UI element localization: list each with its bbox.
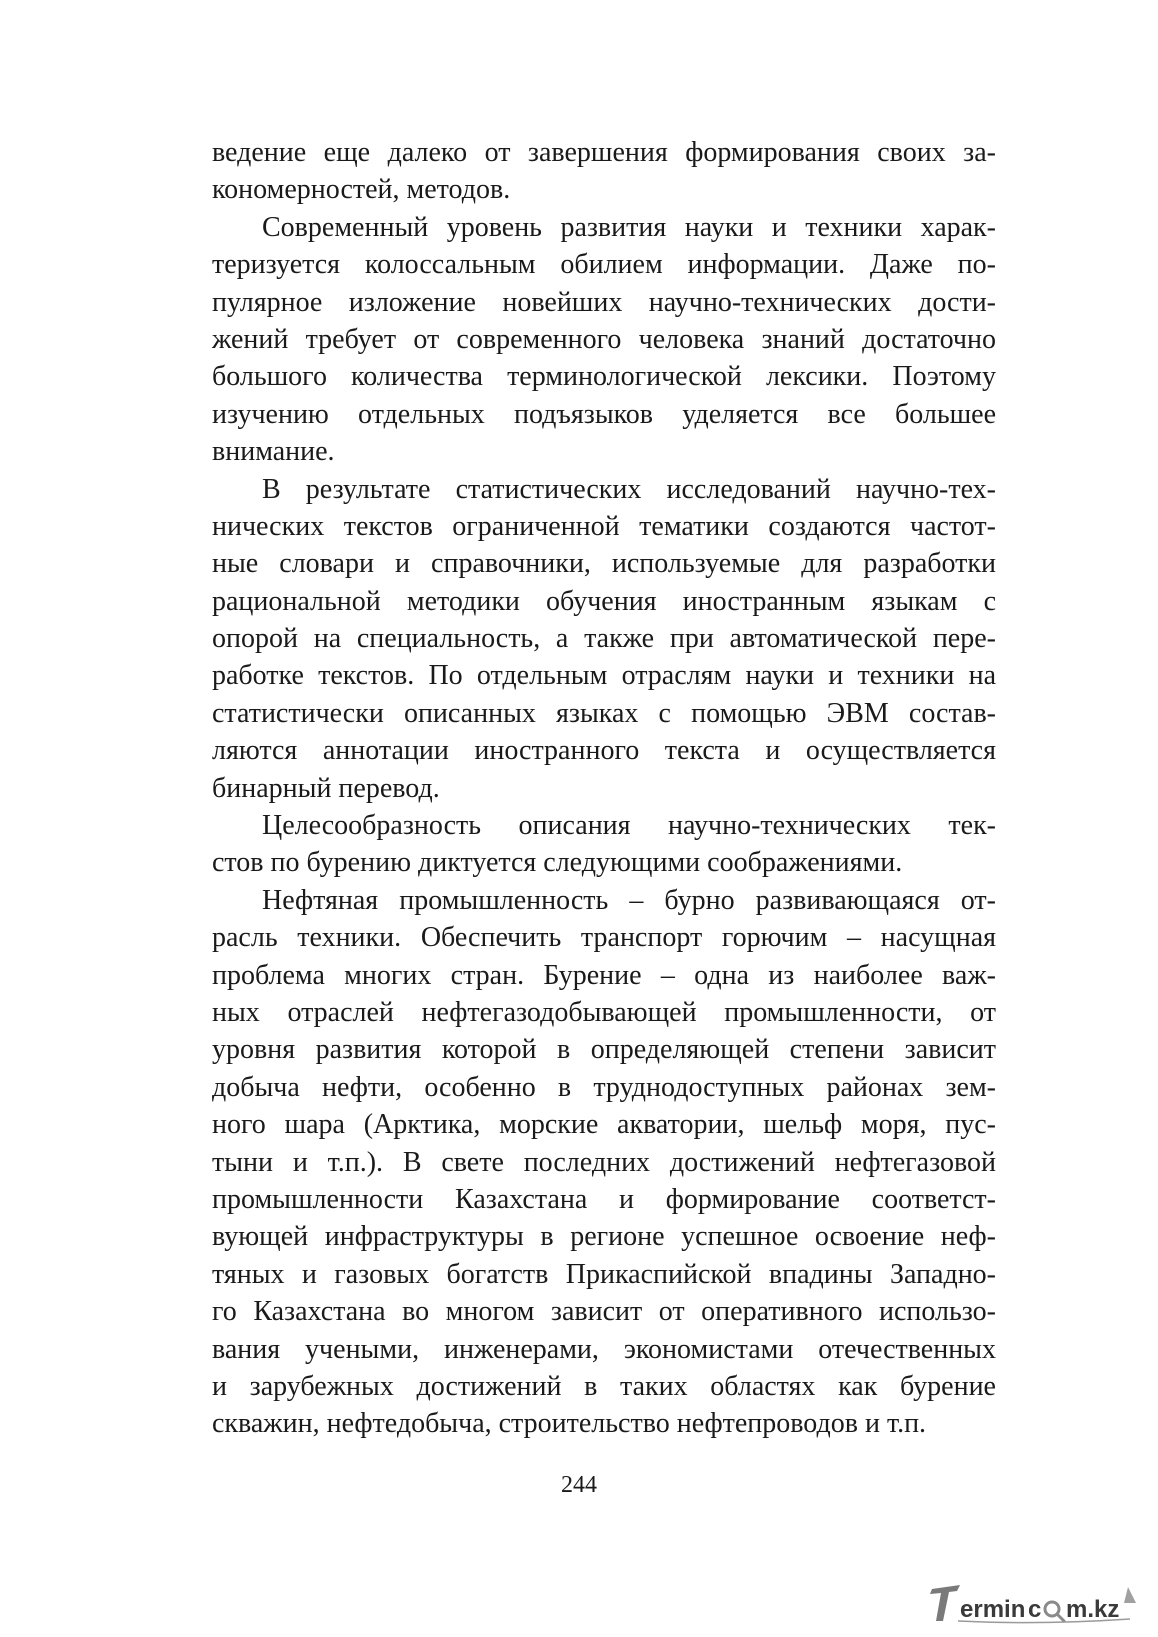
text-line: промышленности Казахстана и формирование соответст- [212, 1183, 996, 1215]
text-line: работке текстов. По отдельным отраслям науки и техники на [212, 660, 996, 692]
text-line: вания учеными, инженерами, экономистами отечественных [212, 1333, 996, 1365]
text-line: изучению отдельных подъязыков уделяется все большее [212, 398, 996, 430]
logo-text-1: ermin [960, 1596, 1026, 1623]
paragraph-1 [212, 134, 996, 209]
text-line: скважин, нефтедобыча, строительство нефтепроводов и т.п. [212, 1408, 927, 1440]
text-line: статистически описанных языках с помощью ЭВМ состав- [212, 697, 996, 729]
paragraph-2 [212, 209, 996, 471]
paragraph-4 [212, 807, 996, 882]
text-line: кономерностей, методов. [212, 174, 511, 206]
text-line: добыча нефти, особенно в труднодоступных районах зем- [212, 1071, 996, 1103]
page-number: 244 [561, 1472, 597, 1498]
text-line: опорой на специальность, а также при автоматической пере- [212, 623, 996, 655]
text-line: проблема многих стран. Бурение – одна из наиболее важ- [212, 959, 996, 991]
text-line: теризуется колоссальным обилием информации. Даже по- [212, 249, 996, 281]
text-line: расль техники. Обеспечить транспорт горючим – насущная [212, 922, 996, 954]
text-line: тяных и газовых богатств Прикаспийской впадины Западно- [212, 1258, 996, 1290]
logo-t-mark [930, 1585, 960, 1621]
text-line: бинарный перевод. [212, 772, 440, 804]
text-line: жений требует от современного человека знаний достаточно [212, 323, 996, 355]
text-line: стов по бурению диктуется следующими соображениями. [212, 847, 903, 879]
text-line: Современный уровень развития науки и техники харак- [262, 211, 996, 243]
text-line: тыни и т.п.). В свете последних достижений нефтегазовой [212, 1146, 996, 1178]
logo-text-2: c [1028, 1596, 1042, 1623]
page-body [212, 134, 996, 1443]
termincom-logo-graphic [930, 1581, 1140, 1625]
text-line: ные словари и справочники, используемые для разработки [212, 548, 996, 580]
text-line: го Казахстана во многом зависит от оперативного использо- [212, 1296, 996, 1328]
text-line: уровня развития которой в определяющей степени зависит [212, 1034, 996, 1066]
magnifier-o-icon [1045, 1602, 1064, 1621]
text-line: большого количества терминологической лексики. Поэтому [212, 361, 996, 393]
text-line: ляются аннотации иностранного текста и осуществляется [212, 735, 996, 767]
text-line: рациональной методики обучения иностранным языкам с [212, 585, 996, 617]
logo-sail-mark [1124, 1587, 1136, 1603]
text-line: нических текстов ограниченной тематики создаются частот- [212, 510, 996, 542]
text-line: и зарубежных достижений в таких областях как бурение [212, 1370, 996, 1402]
text-line: ведение еще далеко от завершения формирования своих за- [212, 137, 996, 168]
text-line: В результате статистических исследований научно-тех- [262, 473, 996, 505]
paragraph-5 [212, 882, 996, 1443]
text-line: пулярное изложение новейших научно-технических дости- [212, 286, 996, 318]
text-line: внимание. [212, 436, 335, 468]
text-line: ных отраслей нефтегазодобывающей промышленности, от [212, 996, 996, 1028]
text-line: Нефтяная промышленность – бурно развивающаяся от- [262, 884, 996, 916]
text-line: Целесообразность описания научно-технических тек- [262, 810, 996, 842]
text-line: вующей инфраструктуры в регионе успешное освоение неф- [212, 1221, 996, 1253]
paragraph-3 [212, 471, 996, 808]
termincom-watermark-logo [930, 1581, 1140, 1625]
text-line: ного шара (Арктика, морские акватории, шельф моря, пус- [212, 1109, 996, 1141]
logo-text-3: m.kz [1066, 1596, 1120, 1623]
